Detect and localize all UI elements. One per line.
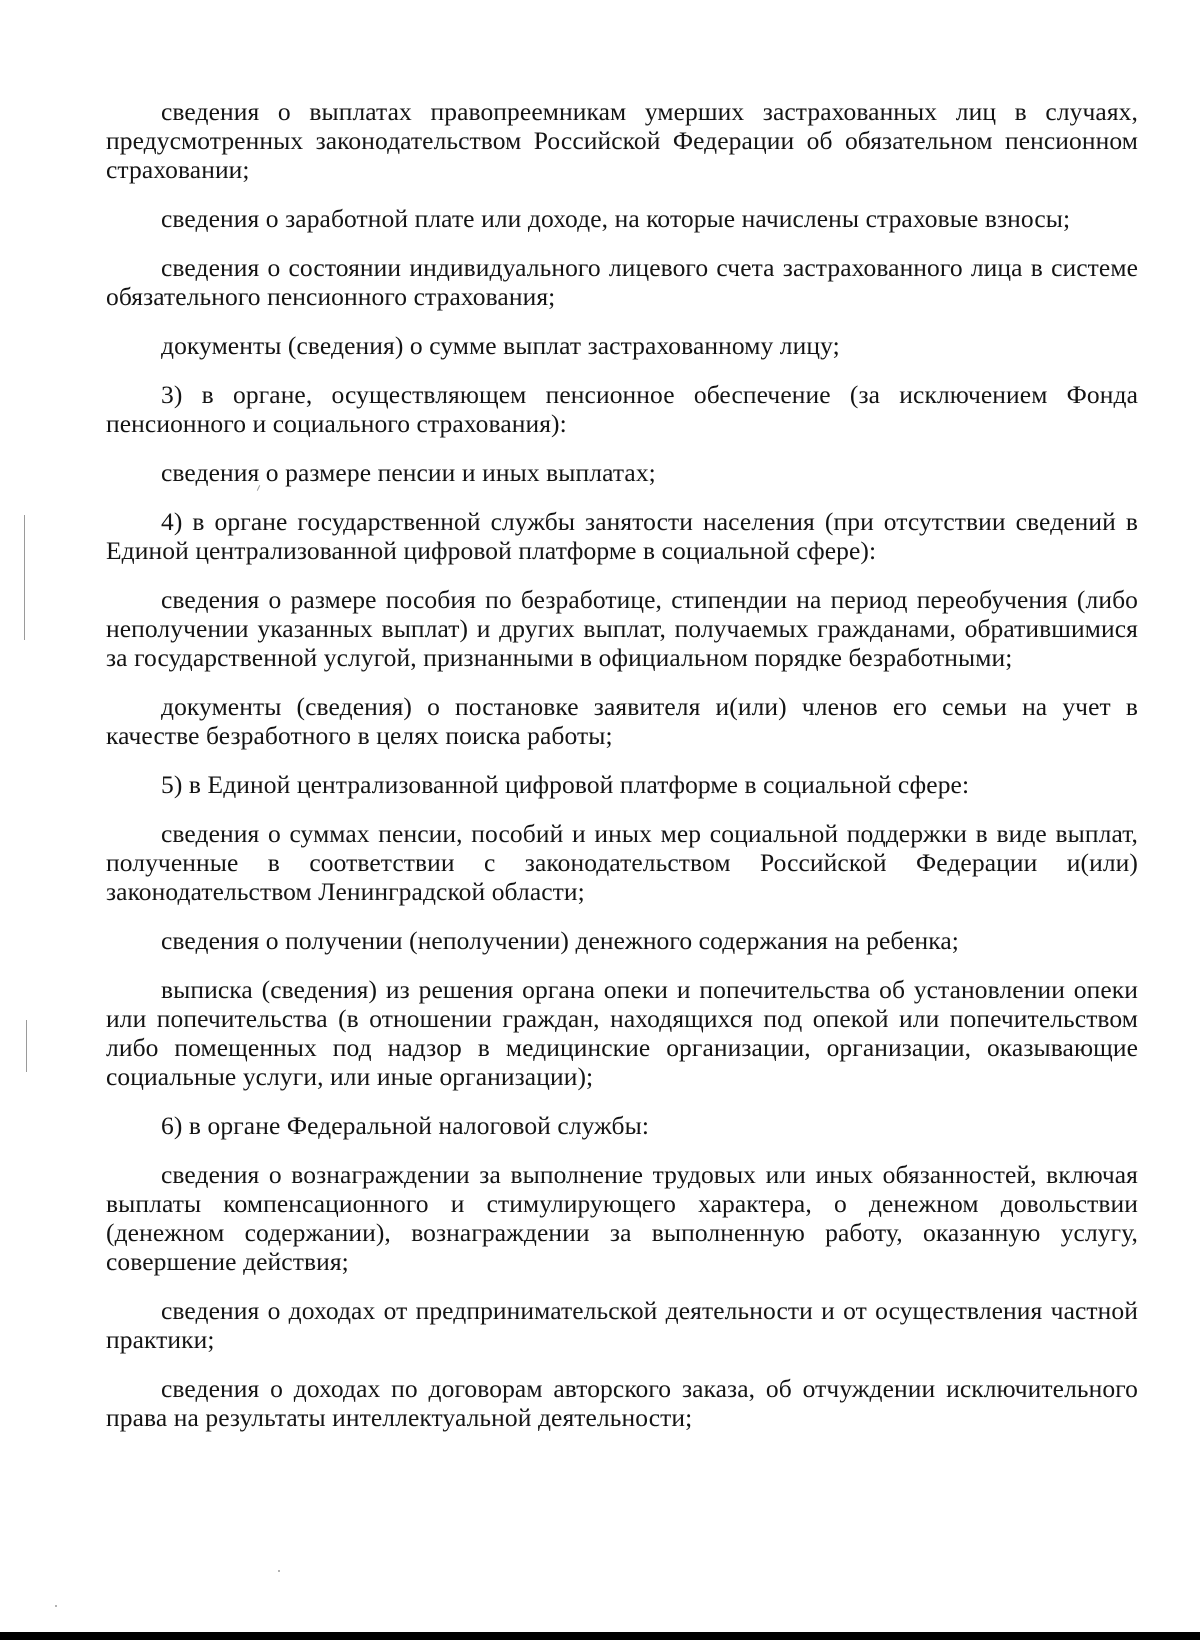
paragraph-payment-sum: документы (сведения) о сумме выплат застрахованному лицу;	[161, 331, 840, 360]
paragraph-pension-size: сведения о размере пенсии и иных выплатах;	[161, 458, 656, 487]
paragraph-unemployment-benefit: сведения о размере пособия по безработице, стипендии на период переобучения (либо неполучении указанных выплат) и других выплат, получаемых гражданами, обратившимися за государственной услугой, признанными в официальном порядке безработными;	[106, 585, 1138, 672]
paragraph-item-3-pension-body: 3) в органе, осуществляющем пенсионное обеспечение (за исключением Фонда пенсионного и социального страхования):	[106, 380, 1138, 438]
scan-artifact-line	[26, 1020, 27, 1072]
paragraph-social-support-sums: сведения о суммах пенсии, пособий и иных мер социальной поддержки в виде выплат, полученные в соответствии с законодательством Российской Федерации и(или) законодательством Ленинградской области;	[106, 819, 1138, 906]
paragraph-business-income: сведения о доходах от предпринимательской деятельности и от осуществления частной практики;	[106, 1296, 1138, 1354]
paragraph-child-allowance: сведения о получении (неполучении) денежного содержания на ребенка;	[161, 926, 959, 955]
paragraph-personal-account: сведения о состоянии индивидуального лицевого счета застрахованного лица в системе обязательного пенсионного страхования;	[106, 253, 1138, 311]
paragraph-item-5-digital-platform: 5) в Единой централизованной цифровой платформе в социальной сфере:	[161, 770, 970, 799]
paragraph-item-4-employment-service: 4) в органе государственной службы занятости населения (при отсутствии сведений в Единой централизованной цифровой платформе в социальной сфере):	[106, 507, 1138, 565]
document-body	[106, 97, 1138, 1432]
scan-artifact-dot	[278, 1570, 280, 1572]
paragraph-unemployed-registration: документы (сведения) о постановке заявителя и(или) членов его семьи на учет в качестве безработного в целях поиска работы;	[106, 692, 1138, 750]
paragraph-salary-income: сведения о заработной плате или доходе, на которые начислены страховые взносы;	[161, 204, 1071, 233]
paragraph-guardianship-extract: выписка (сведения) из решения органа опеки и попечительства об установлении опеки или попечительства (в отношении граждан, находящихся под опекой или попечительством либо помещенных под надзор в медицинские организации, организации, оказывающие социальные услуги, или иные организации);	[106, 975, 1138, 1091]
scan-artifact-line	[24, 515, 25, 640]
scan-artifact-dot	[55, 1605, 57, 1607]
paragraph-remuneration: сведения о вознаграждении за выполнение трудовых или иных обязанностей, включая выплаты компенсационного и стимулирующего характера, о денежном довольствии (денежном содержании), вознаграждении за выполненную работу, оказанную услугу, совершение действия;	[106, 1160, 1138, 1276]
paragraph-copyright-income: сведения о доходах по договорам авторского заказа, об отчуждении исключительного права на результаты интеллектуальной деятельности;	[106, 1374, 1138, 1432]
paragraph-item-6-tax-service: 6) в органе Федеральной налоговой службы:	[161, 1111, 650, 1140]
scan-bottom-edge	[0, 1632, 1200, 1640]
paragraph-successor-payments: сведения о выплатах правопреемникам умерших застрахованных лиц в случаях, предусмотренных законодательством Российской Федерации об обязательном пенсионном страховании;	[106, 97, 1138, 184]
